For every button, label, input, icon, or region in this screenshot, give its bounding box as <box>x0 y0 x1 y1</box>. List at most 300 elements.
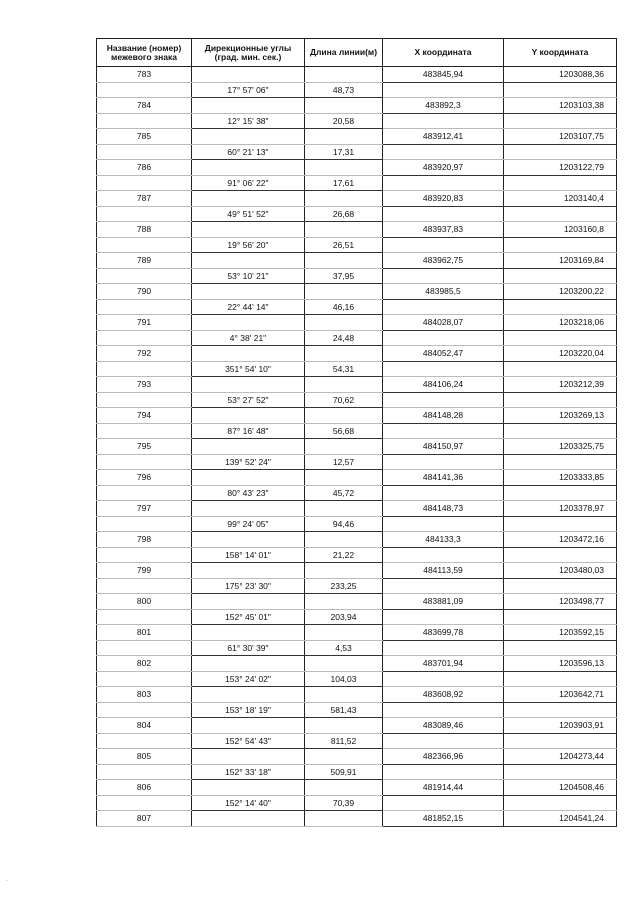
empty-cell <box>97 361 192 377</box>
empty-cell <box>192 98 305 114</box>
empty-cell <box>504 268 617 284</box>
point-row <box>97 718 617 734</box>
segment-row <box>97 795 617 811</box>
empty-cell <box>97 516 192 532</box>
empty-cell <box>192 408 305 424</box>
x-coordinate: 484052,47 <box>383 346 504 362</box>
point-name: 790 <box>97 284 192 300</box>
empty-cell <box>97 609 192 625</box>
empty-cell <box>97 671 192 687</box>
point-name: 786 <box>97 160 192 176</box>
y-coordinate: 1203325,75 <box>504 439 617 455</box>
x-coordinate: 483089,46 <box>383 718 504 734</box>
direction-angle: 80° 43' 23" <box>192 485 305 501</box>
x-coordinate: 483881,09 <box>383 594 504 610</box>
empty-cell <box>383 609 504 625</box>
empty-cell <box>383 268 504 284</box>
x-coordinate: 484106,24 <box>383 377 504 393</box>
point-row <box>97 284 617 300</box>
empty-cell <box>305 98 383 114</box>
empty-cell <box>97 206 192 222</box>
point-row <box>97 811 617 827</box>
empty-cell <box>192 67 305 83</box>
segment-row <box>97 392 617 408</box>
x-coordinate: 483962,75 <box>383 253 504 269</box>
segment-row <box>97 454 617 470</box>
empty-cell <box>383 330 504 346</box>
point-name: 801 <box>97 625 192 641</box>
boundary-coordinates-sheet <box>96 38 616 827</box>
direction-angle: 351° 54' 10" <box>192 361 305 377</box>
line-length: 48,73 <box>305 82 383 98</box>
empty-cell <box>383 144 504 160</box>
empty-cell <box>97 795 192 811</box>
empty-cell <box>504 671 617 687</box>
line-length: 54,31 <box>305 361 383 377</box>
empty-cell <box>383 578 504 594</box>
line-length: 12,57 <box>305 454 383 470</box>
empty-cell <box>504 423 617 439</box>
empty-cell <box>305 284 383 300</box>
direction-angle: 22° 44' 14" <box>192 299 305 315</box>
point-name: 788 <box>97 222 192 238</box>
table-body <box>97 67 617 827</box>
empty-cell <box>305 625 383 641</box>
empty-cell <box>97 547 192 563</box>
empty-cell <box>504 733 617 749</box>
point-row <box>97 191 617 207</box>
empty-cell <box>383 113 504 129</box>
point-row <box>97 656 617 672</box>
empty-cell <box>504 485 617 501</box>
direction-angle: 53° 10' 21" <box>192 268 305 284</box>
empty-cell <box>504 795 617 811</box>
segment-row <box>97 237 617 253</box>
point-row <box>97 749 617 765</box>
empty-cell <box>305 532 383 548</box>
point-row <box>97 315 617 331</box>
line-length: 17,31 <box>305 144 383 160</box>
empty-cell <box>383 516 504 532</box>
y-coordinate: 1203200,22 <box>504 284 617 300</box>
direction-angle: 158° 14' 01" <box>192 547 305 563</box>
empty-cell <box>383 299 504 315</box>
line-length: 203,94 <box>305 609 383 625</box>
point-name: 791 <box>97 315 192 331</box>
y-coordinate: 1204541,24 <box>504 811 617 827</box>
point-name: 787 <box>97 191 192 207</box>
point-name: 805 <box>97 749 192 765</box>
empty-cell <box>97 144 192 160</box>
direction-angle: 153° 18' 19" <box>192 702 305 718</box>
empty-cell <box>383 702 504 718</box>
empty-cell <box>97 113 192 129</box>
y-coordinate: 1203122,79 <box>504 160 617 176</box>
x-coordinate: 482366,96 <box>383 749 504 765</box>
direction-angle: 152° 33' 18" <box>192 764 305 780</box>
x-coordinate: 484028,07 <box>383 315 504 331</box>
empty-cell <box>504 82 617 98</box>
direction-angle: 152° 14' 40" <box>192 795 305 811</box>
empty-cell <box>305 687 383 703</box>
x-coordinate: 484113,59 <box>383 563 504 579</box>
empty-cell <box>504 206 617 222</box>
y-coordinate: 1203169,84 <box>504 253 617 269</box>
empty-cell <box>305 67 383 83</box>
direction-angle: 91° 06' 22" <box>192 175 305 191</box>
x-coordinate: 483920,83 <box>383 191 504 207</box>
direction-angle: 53° 27' 52" <box>192 392 305 408</box>
x-coordinate: 483892,3 <box>383 98 504 114</box>
x-coordinate: 483912,41 <box>383 129 504 145</box>
empty-cell <box>192 315 305 331</box>
y-coordinate: 1204508,46 <box>504 780 617 796</box>
segment-row <box>97 547 617 563</box>
segment-row <box>97 702 617 718</box>
empty-cell <box>383 485 504 501</box>
empty-cell <box>504 702 617 718</box>
header-x: X координата <box>383 39 504 67</box>
direction-angle: 153° 24' 02" <box>192 671 305 687</box>
line-length: 26,51 <box>305 237 383 253</box>
point-name: 784 <box>97 98 192 114</box>
empty-cell <box>192 718 305 734</box>
empty-cell <box>192 439 305 455</box>
x-coordinate: 483845,94 <box>383 67 504 83</box>
x-coordinate: 484133,3 <box>383 532 504 548</box>
empty-cell <box>97 640 192 656</box>
point-row <box>97 346 617 362</box>
point-row <box>97 67 617 83</box>
empty-cell <box>97 578 192 594</box>
y-coordinate: 1203642,71 <box>504 687 617 703</box>
empty-cell <box>97 330 192 346</box>
point-name: 783 <box>97 67 192 83</box>
empty-cell <box>97 268 192 284</box>
point-name: 789 <box>97 253 192 269</box>
empty-cell <box>192 563 305 579</box>
y-coordinate: 1203220,04 <box>504 346 617 362</box>
direction-angle: 4° 38' 21" <box>192 330 305 346</box>
segment-row <box>97 299 617 315</box>
line-length: 4,53 <box>305 640 383 656</box>
empty-cell <box>305 160 383 176</box>
y-coordinate: 1204273,44 <box>504 749 617 765</box>
point-name: 797 <box>97 501 192 517</box>
empty-cell <box>504 764 617 780</box>
y-coordinate: 1203103,38 <box>504 98 617 114</box>
header-angle: Дирекционные углы (град. мин. сек.) <box>192 39 305 67</box>
empty-cell <box>192 656 305 672</box>
point-name: 802 <box>97 656 192 672</box>
line-length: 26,68 <box>305 206 383 222</box>
point-name: 807 <box>97 811 192 827</box>
empty-cell <box>192 284 305 300</box>
point-row <box>97 563 617 579</box>
empty-cell <box>192 687 305 703</box>
empty-cell <box>97 423 192 439</box>
point-name: 793 <box>97 377 192 393</box>
y-coordinate: 1203160,8 <box>504 222 617 238</box>
empty-cell <box>192 470 305 486</box>
line-length: 811,52 <box>305 733 383 749</box>
point-name: 785 <box>97 129 192 145</box>
empty-cell <box>305 780 383 796</box>
empty-cell <box>192 129 305 145</box>
empty-cell <box>504 330 617 346</box>
empty-cell <box>504 609 617 625</box>
x-coordinate: 484141,36 <box>383 470 504 486</box>
empty-cell <box>97 454 192 470</box>
y-coordinate: 1203269,13 <box>504 408 617 424</box>
point-row <box>97 780 617 796</box>
empty-cell <box>504 113 617 129</box>
point-name: 799 <box>97 563 192 579</box>
point-row <box>97 501 617 517</box>
point-row <box>97 470 617 486</box>
point-row <box>97 222 617 238</box>
direction-angle: 17° 57' 06" <box>192 82 305 98</box>
empty-cell <box>383 671 504 687</box>
line-length: 24,48 <box>305 330 383 346</box>
x-coordinate: 484148,73 <box>383 501 504 517</box>
empty-cell <box>305 346 383 362</box>
empty-cell <box>192 811 305 827</box>
y-coordinate: 1203333,85 <box>504 470 617 486</box>
boundary-coordinates-table <box>96 38 617 827</box>
empty-cell <box>305 377 383 393</box>
empty-cell <box>97 485 192 501</box>
line-length: 70,62 <box>305 392 383 408</box>
segment-row <box>97 82 617 98</box>
point-row <box>97 160 617 176</box>
point-row <box>97 439 617 455</box>
empty-cell <box>305 501 383 517</box>
empty-cell <box>305 718 383 734</box>
empty-cell <box>383 454 504 470</box>
point-name: 800 <box>97 594 192 610</box>
empty-cell <box>504 144 617 160</box>
direction-angle: 60° 21' 13" <box>192 144 305 160</box>
point-row <box>97 98 617 114</box>
y-coordinate: 1203903,91 <box>504 718 617 734</box>
line-length: 45,72 <box>305 485 383 501</box>
empty-cell <box>305 253 383 269</box>
header-y: Y координата <box>504 39 617 67</box>
empty-cell <box>305 656 383 672</box>
empty-cell <box>97 299 192 315</box>
x-coordinate: 483699,78 <box>383 625 504 641</box>
empty-cell <box>504 299 617 315</box>
line-length: 21,22 <box>305 547 383 563</box>
empty-cell <box>97 702 192 718</box>
segment-row <box>97 268 617 284</box>
empty-cell <box>97 392 192 408</box>
segment-row <box>97 175 617 191</box>
empty-cell <box>383 175 504 191</box>
segment-row <box>97 144 617 160</box>
y-coordinate: 1203107,75 <box>504 129 617 145</box>
empty-cell <box>504 361 617 377</box>
y-coordinate: 1203480,03 <box>504 563 617 579</box>
y-coordinate: 1203592,15 <box>504 625 617 641</box>
x-coordinate: 481914,44 <box>383 780 504 796</box>
line-length: 37,95 <box>305 268 383 284</box>
empty-cell <box>192 191 305 207</box>
x-coordinate: 484150,97 <box>383 439 504 455</box>
y-coordinate: 1203212,39 <box>504 377 617 393</box>
empty-cell <box>383 206 504 222</box>
x-coordinate: 483920,97 <box>383 160 504 176</box>
point-name: 795 <box>97 439 192 455</box>
empty-cell <box>192 377 305 393</box>
segment-row <box>97 609 617 625</box>
empty-cell <box>504 516 617 532</box>
y-coordinate: 1203472,16 <box>504 532 617 548</box>
empty-cell <box>305 563 383 579</box>
line-length: 581,43 <box>305 702 383 718</box>
empty-cell <box>97 82 192 98</box>
empty-cell <box>192 594 305 610</box>
empty-cell <box>305 408 383 424</box>
empty-cell <box>97 175 192 191</box>
line-length: 17,61 <box>305 175 383 191</box>
empty-cell <box>305 470 383 486</box>
point-name: 804 <box>97 718 192 734</box>
segment-row <box>97 733 617 749</box>
point-name: 806 <box>97 780 192 796</box>
empty-cell <box>305 191 383 207</box>
empty-cell <box>305 315 383 331</box>
segment-row <box>97 640 617 656</box>
empty-cell <box>305 129 383 145</box>
point-row <box>97 253 617 269</box>
empty-cell <box>383 361 504 377</box>
segment-row <box>97 485 617 501</box>
x-coordinate: 483937,83 <box>383 222 504 238</box>
point-row <box>97 532 617 548</box>
x-coordinate: 483608,92 <box>383 687 504 703</box>
y-coordinate: 1203378,97 <box>504 501 617 517</box>
empty-cell <box>97 764 192 780</box>
empty-cell <box>305 439 383 455</box>
point-row <box>97 377 617 393</box>
point-name: 803 <box>97 687 192 703</box>
empty-cell <box>504 454 617 470</box>
point-row <box>97 687 617 703</box>
segment-row <box>97 206 617 222</box>
empty-cell <box>192 222 305 238</box>
empty-cell <box>192 532 305 548</box>
empty-cell <box>504 237 617 253</box>
empty-cell <box>504 640 617 656</box>
empty-cell <box>192 501 305 517</box>
segment-row <box>97 516 617 532</box>
x-coordinate: 483985,5 <box>383 284 504 300</box>
line-length: 233,25 <box>305 578 383 594</box>
y-coordinate: 1203088,36 <box>504 67 617 83</box>
empty-cell <box>383 237 504 253</box>
direction-angle: 152° 54' 43" <box>192 733 305 749</box>
direction-angle: 49° 51' 52" <box>192 206 305 222</box>
empty-cell <box>192 346 305 362</box>
x-coordinate: 484148,28 <box>383 408 504 424</box>
direction-angle: 99° 24' 05" <box>192 516 305 532</box>
direction-angle: 139° 52' 24" <box>192 454 305 470</box>
empty-cell <box>383 640 504 656</box>
x-coordinate: 483701,94 <box>383 656 504 672</box>
point-name: 794 <box>97 408 192 424</box>
segment-row <box>97 423 617 439</box>
empty-cell <box>192 780 305 796</box>
point-name: 798 <box>97 532 192 548</box>
point-row <box>97 594 617 610</box>
empty-cell <box>192 253 305 269</box>
x-coordinate: 481852,15 <box>383 811 504 827</box>
empty-cell <box>305 594 383 610</box>
table-header-row <box>97 39 617 67</box>
empty-cell <box>383 547 504 563</box>
empty-cell <box>97 733 192 749</box>
header-length: Длина линии(м) <box>305 39 383 67</box>
empty-cell <box>504 392 617 408</box>
line-length: 56,68 <box>305 423 383 439</box>
segment-row <box>97 671 617 687</box>
direction-angle: 61° 30' 39" <box>192 640 305 656</box>
y-coordinate: 1203140,4 <box>504 191 617 207</box>
point-row <box>97 129 617 145</box>
empty-cell <box>192 160 305 176</box>
page-edge-mark: · <box>6 878 8 884</box>
line-length: 46,16 <box>305 299 383 315</box>
header-name: Название (номер) межевого знака <box>97 39 192 67</box>
segment-row <box>97 578 617 594</box>
empty-cell <box>192 749 305 765</box>
line-length: 94,46 <box>305 516 383 532</box>
y-coordinate: 1203498,77 <box>504 594 617 610</box>
segment-row <box>97 330 617 346</box>
point-name: 792 <box>97 346 192 362</box>
y-coordinate: 1203218,06 <box>504 315 617 331</box>
empty-cell <box>383 392 504 408</box>
direction-angle: 152° 45' 01" <box>192 609 305 625</box>
empty-cell <box>504 547 617 563</box>
y-coordinate: 1203596,13 <box>504 656 617 672</box>
direction-angle: 19° 56' 20" <box>192 237 305 253</box>
direction-angle: 12° 15' 38" <box>192 113 305 129</box>
direction-angle: 175° 23' 30" <box>192 578 305 594</box>
empty-cell <box>383 423 504 439</box>
segment-row <box>97 361 617 377</box>
segment-row <box>97 764 617 780</box>
point-row <box>97 408 617 424</box>
direction-angle: 87° 16' 48" <box>192 423 305 439</box>
empty-cell <box>383 733 504 749</box>
line-length: 70,39 <box>305 795 383 811</box>
empty-cell <box>305 222 383 238</box>
empty-cell <box>305 811 383 827</box>
empty-cell <box>383 82 504 98</box>
empty-cell <box>383 764 504 780</box>
empty-cell <box>504 175 617 191</box>
empty-cell <box>305 749 383 765</box>
point-name: 796 <box>97 470 192 486</box>
line-length: 509,91 <box>305 764 383 780</box>
line-length: 20,58 <box>305 113 383 129</box>
empty-cell <box>504 578 617 594</box>
empty-cell <box>97 237 192 253</box>
empty-cell <box>192 625 305 641</box>
